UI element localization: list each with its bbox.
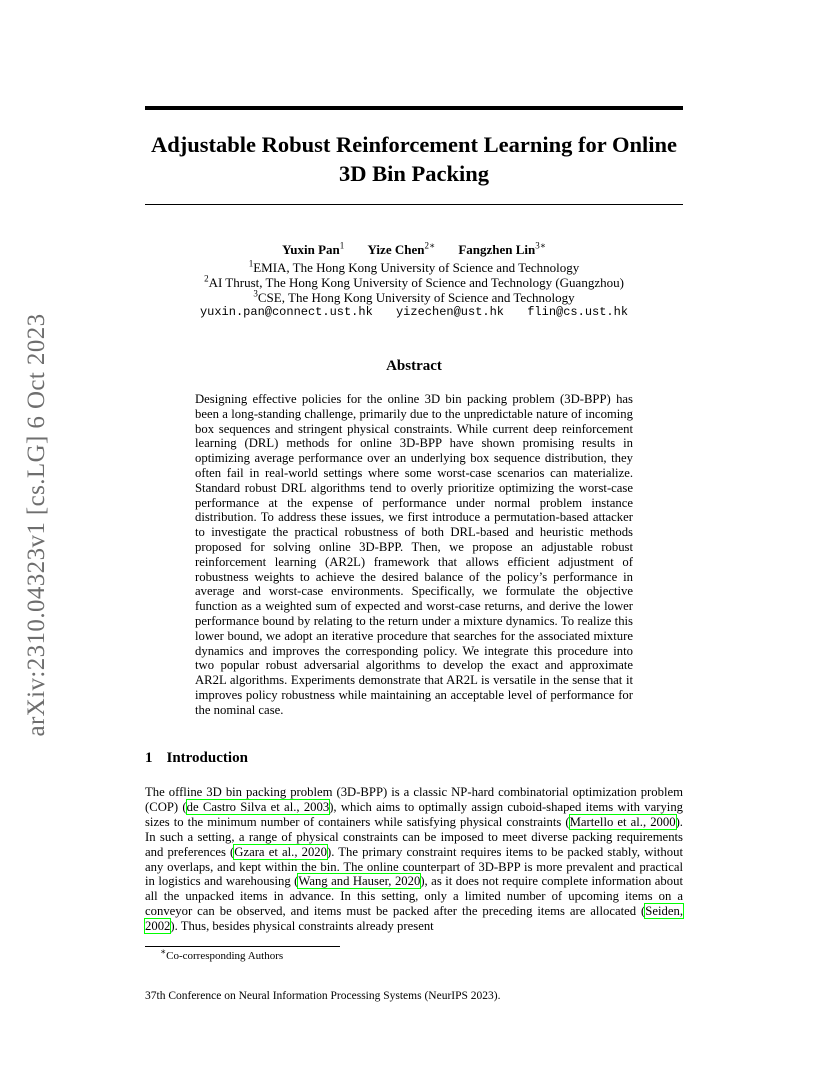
email-list	[145, 305, 683, 319]
title-bottom-rule	[145, 204, 683, 205]
email: yizechen@ust.hk	[395, 305, 505, 319]
title-line-1: Adjustable Robust Reinforcement Learning for Online	[150, 132, 678, 157]
author-list	[145, 242, 683, 258]
citation-link[interactable]: de Castro Silva et al., 2003	[186, 799, 330, 814]
author: Fangzhen Lin$^{3∗}$	[458, 240, 546, 257]
affiliation-list	[145, 260, 683, 305]
conference-note: 37th Conference on Neural Information Processing Systems (NeurIPS 2023).	[145, 990, 501, 1002]
citation-link[interactable]: Seiden, 2002	[145, 904, 683, 934]
abstract-heading: Abstract	[386, 358, 442, 374]
citation-link[interactable]: Martello et al., 2000	[569, 814, 676, 829]
abstract-text: Designing effective policies for the online 3D bin packing problem (3D-BPP) has been a long-standing challenge, primarily due to the unpredictable nature of incoming box sequences and stringent physical constraints. While current deep reinforcement learning (DRL) methods for online 3D-BPP have shown promising results in optimizing average performance over an underlying box sequence distribution, they often fail in real-world settings where some worst-case scenarios can materialize. Standard robust DRL algorithms tend to overly prioritize optimizing the worst-case performance at the expense of performance under normal problem instance distribution. To address these issues, we first introduce a permutation-based attacker to investigate the practical robustness of both DRL-based and heuristic methods proposed for solving online 3D-BPP. Then, we propose an adjustable robust reinforcement learning (AR2L) framework that allows efficient adjustment of robustness weights to achieve the desired balance of the policy’s performance in average and worst-case environments. Specifically, we formulate the objective function as a weighted sum of expected and worst-case returns, and derive the lower performance bound by relating to the return under a mixture dynamics. To realize this lower bound, we adopt an iterative procedure that searches for the associated mixture dynamics and improves the corresponding policy. We integrate this procedure into two popular robust adversarial algorithms to develop the exact and approximate AR2L algorithms. Experiments demonstrate that AR2L is versatile in the sense that it improves policy robustness while maintaining an acceptable level of performance for the nominal case.	[195, 392, 633, 717]
intro-paragraph: The offline 3D bin packing problem (3D-BPP) is a classic NP-hard combinatorial optimization problem (COP) (de Castro Silva et al., 2003), which aims to optimally assign cuboid-shaped items with varying sizes to the minimum number of containers while satisfying physical constraints (Martello et al., 2000). In such a setting, a range of physical constraints can be imposed to meet diverse packing requirements and preferences (Gzara et al., 2020). The primary constraint requires items to be packed stably, without any overlaps, and kept within the bin. The online counterpart of 3D-BPP is more prevalent and practical in logistics and warehousing (Wang and Hauser, 2020), as it does not require complete information about all the unpacked items in advance. In this setting, only a limited number of upcoming items on a conveyor can be observed, and items must be packed after the preceding items are allocated (Seiden, 2002). Thus, besides physical constraints already present	[145, 785, 684, 934]
title-top-rule	[145, 106, 683, 110]
footnote: ∗Co-corresponding Authors	[160, 946, 284, 962]
affiliation: $^2$AI Thrust, The Hong Kong University of Science and Technology (Guangzhou)	[204, 273, 624, 290]
title-line-2: 3D Bin Packing	[338, 161, 490, 186]
arxiv-id: arXiv:2310.04323v1 [cs.LG] 6 Oct 2023	[23, 313, 50, 737]
footnote-rule	[145, 946, 340, 947]
citation-link[interactable]: Gzara et al., 2020	[234, 844, 327, 859]
author: Yize Chen$^{2∗}$	[367, 240, 436, 257]
author: Yuxin Pan$^1$	[282, 240, 345, 257]
email: flin@cs.ust.hk	[527, 305, 629, 319]
citation-link[interactable]: Wang and Hauser, 2020	[298, 874, 421, 889]
affiliation: $^1$EMIA, The Hong Kong University of Science and Technology	[248, 258, 580, 275]
paper-title	[145, 130, 683, 188]
section-number: 1	[145, 750, 153, 766]
affiliation: $^3$CSE, The Hong Kong University of Science and Technology	[253, 288, 575, 305]
section-title: Introduction	[166, 750, 248, 766]
email: yuxin.pan@connect.ust.hk	[199, 305, 373, 319]
section-heading	[145, 750, 248, 767]
